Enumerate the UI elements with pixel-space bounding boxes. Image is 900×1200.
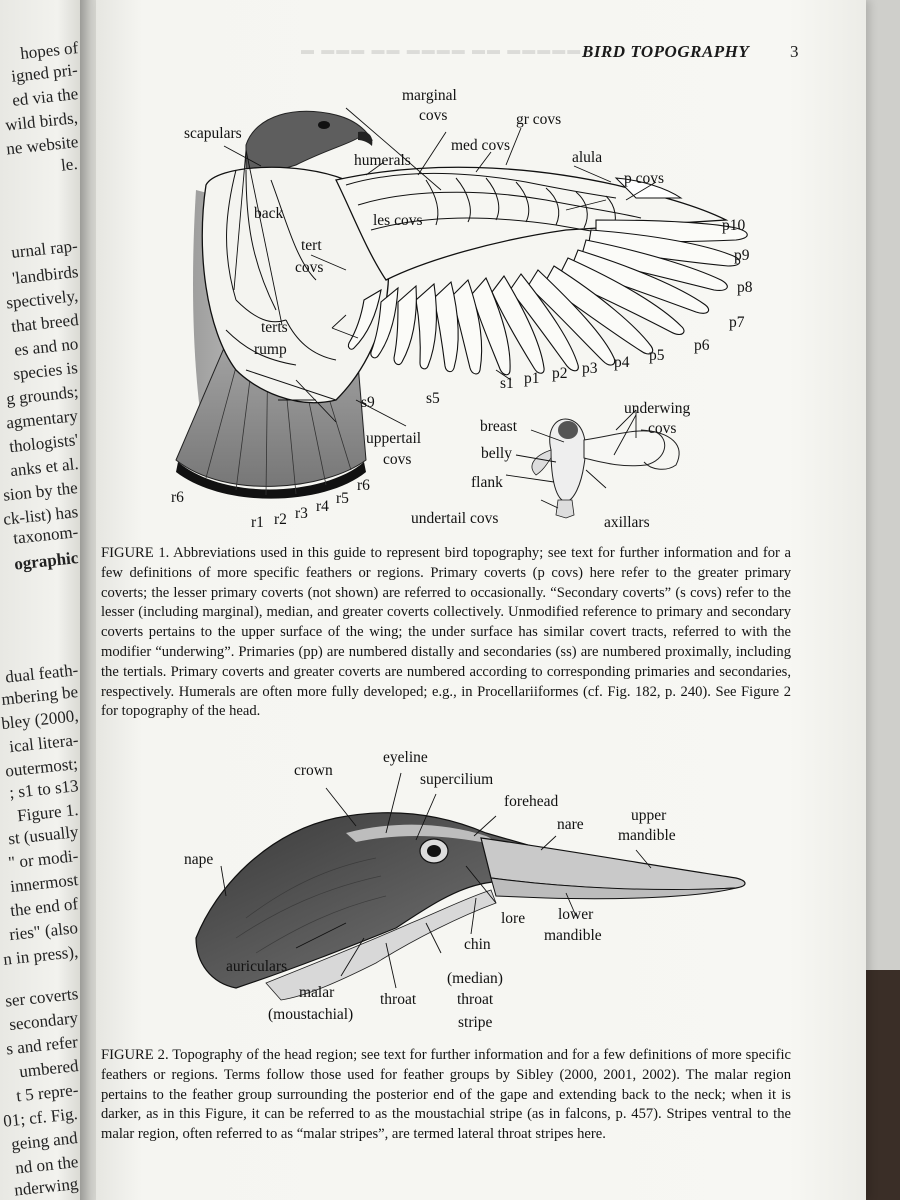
left-page-text-line: dual feath- (4, 660, 79, 687)
label-malar: malar (299, 984, 335, 1001)
left-page-text-line: sion by the (2, 478, 79, 505)
label-r1: r1 (251, 514, 264, 531)
label-scapulars: scapulars (184, 125, 242, 142)
left-page-text-line: t 5 repre- (14, 1080, 79, 1106)
left-page-text-line: st (usually (6, 822, 79, 849)
label-undertail-covs: undertail covs (411, 510, 499, 527)
left-page-text-line: Figure 1. (15, 800, 79, 826)
figure-1-caption: FIGURE 1. Abbreviations used in this guide to represent bird topography; see text for further information and for a few definitions of more specific feathers or regions. Primary coverts (p covs) here refer to the greater primary coverts; the lesser primary coverts (not shown) are referred to occasionally. “Secondary coverts” (s covs) refer to the lesser (including marginal), median, and greater coverts collectively. Unmodified reference to primary and secondary coverts pertains to the upper surface of the wing; the under surface has similar covert tracts, referred to with the modifier “underwing”. Primaries (pp) are numbered distally and secondaries (ss) are numbered proximally, including the tertials. Primary coverts and greater coverts are numbered according to corresponding primaries and secondaries, respectively. Humerals are often more fully developed; e.g., in Procellariiformes (cf. Fig. 182, p. 240). See Figure 2 for topography of the head. (101, 545, 791, 720)
left-page-text-line: taxonom- (12, 522, 79, 548)
label-auriculars: auriculars (226, 958, 288, 975)
label-marginal-covs: covs (419, 107, 448, 124)
label-p-covs: p covs (624, 170, 665, 187)
label-rump: rump (254, 341, 287, 358)
left-page-text-line: 'landbirds (10, 262, 79, 288)
left-page-text-line: nd on the (14, 1152, 79, 1178)
left-page (0, 0, 82, 1200)
label-chin: chin (464, 936, 491, 953)
left-page-text-line: geing and (10, 1128, 79, 1154)
left-page-text-line: species is (12, 358, 79, 384)
label-r2: r2 (274, 511, 287, 528)
left-page-text-line: ; s1 to s13 (7, 776, 79, 803)
label-moustachial: (moustachial) (268, 1006, 354, 1023)
label-p4: p4 (614, 354, 630, 371)
label-crown: crown (294, 762, 333, 779)
label-p3: p3 (582, 360, 598, 377)
label-uppertail: uppertail (366, 430, 422, 447)
label-upper: upper (631, 807, 667, 824)
label-s1: s1 (500, 375, 514, 392)
label-median: (median) (447, 970, 503, 987)
page-number: 3 (790, 42, 799, 61)
label-forehead: forehead (504, 793, 559, 810)
label-p6: p6 (694, 337, 710, 354)
left-page-text-line: s and refer (5, 1032, 79, 1059)
label-s9: s9 (361, 394, 375, 411)
left-page-text-line: 01; cf. Fig. (2, 1104, 79, 1131)
label-gr-covs: gr covs (516, 111, 562, 128)
left-page-text-line: agmentary (5, 406, 79, 433)
left-page-text-line: umbered (17, 1056, 79, 1082)
left-page-text-line: n in press), (2, 942, 79, 969)
label-p9: p9 (734, 247, 750, 264)
label-tert-covs: covs (295, 259, 324, 276)
label-p1: p1 (524, 370, 540, 387)
label-p8: p8 (737, 279, 753, 296)
left-page-text-line: urnal rap- (10, 236, 79, 262)
left-page-text-line: ck-list) has (2, 502, 79, 529)
label-eyeline: eyeline (383, 749, 428, 766)
left-page-text-line: spectively, (5, 286, 79, 313)
label-med-covs: med covs (451, 137, 510, 154)
left-page-text-line: g grounds; (5, 382, 79, 409)
figure-2-caption: FIGURE 2. Topography of the head region; see text for further information and for a few definitions of more specific feathers or regions. Terms follow those used for feather groups by Sibley (2000, 2001, 2002). The malar region pertains to the feather group surrounding the posterior end of the gape and extending back to the neck; when it is darker, as in this Figure, it can be referred to as the moustachial stripe (as in falcons, p. 457). Stripes ventral to the malar region, often referred to as “malar stripes”, are termed lateral throat stripes here. (101, 1047, 791, 1143)
label-lower-mandible: mandible (544, 927, 602, 944)
label-tert: tert (301, 237, 322, 254)
label-s5: s5 (426, 390, 440, 407)
label-nare: nare (557, 816, 584, 833)
label-median-stripe: stripe (458, 1014, 493, 1031)
left-page-text-line: ographic (13, 548, 79, 574)
left-page-text-line: igned pri- (10, 60, 79, 86)
label-p5: p5 (649, 347, 665, 364)
left-page-text-line: secondary (8, 1008, 79, 1035)
label-supercilium: supercilium (420, 771, 494, 788)
running-header-title: BIRD TOPOGRAPHY (582, 42, 750, 61)
label-r5: r5 (336, 490, 349, 507)
label-back: back (254, 205, 284, 222)
label-terts: terts (261, 319, 288, 336)
label-belly: belly (481, 445, 512, 462)
left-page-text-line: innermost (9, 870, 79, 897)
label-throat: throat (380, 991, 417, 1008)
label-p7: p7 (729, 314, 745, 331)
label-flank: flank (471, 474, 503, 491)
label-p10: p10 (722, 217, 746, 234)
left-page-text-line: that breed (9, 310, 79, 337)
label-r6-left: r6 (171, 489, 184, 506)
left-page-text-line: mbering be (0, 682, 79, 709)
label-breast: breast (480, 418, 518, 435)
left-page-text-line: wild birds, (4, 108, 79, 135)
label-lore: lore (501, 910, 526, 927)
figure-1-wing-diagram (96, 70, 866, 540)
label-lower: lower (558, 906, 594, 923)
left-page-text-line: anks et al. (8, 454, 79, 481)
label-underwing: underwing (624, 400, 691, 417)
label-r6-right: r6 (357, 477, 370, 494)
label-humerals: humerals (354, 152, 411, 169)
label-underwing-covs: covs (648, 420, 677, 437)
label-alula: alula (572, 149, 603, 166)
left-page-text-line: le. (60, 154, 79, 175)
left-page-text-line: ries" (also (8, 918, 79, 945)
left-page-text-line: nderwing (13, 1174, 79, 1200)
label-axillars: axillars (604, 514, 650, 531)
left-page-text-line: bley (2000, (0, 706, 79, 734)
left-page-text-line: ne website (5, 132, 79, 159)
left-page-text-line: ed via the (11, 84, 79, 110)
left-page-text-line: ser coverts (4, 984, 79, 1011)
left-page-text-line: " or modi- (7, 846, 79, 873)
figure-2-head-diagram (96, 738, 866, 1048)
right-page: ▬ ▬▬▬ ▬▬ ▬▬▬▬ ▬▬ ▬▬▬▬▬ BIRD TOPOGRAPHY 3 marginal covs scapulars gr covs med covs humerals alula p covs back les covs p10 tert covs p9 p8 p7 terts rump p6 p5 p4 p3 p2 p1 s1 s9 s5 underwing covs breast uppertail covs belly flank r6 r6 r5 r4 r3 r2 r1 undertail covs axillars FIGURE 1. Abbreviations used in this guide to represent bird topography; see text for further information and for a few definitions of more specific feathers or regions. Primary coverts (p covs) here refer to the greater primary coverts; the lesser primary coverts (not shown) are referred to occasionally. “Secondary coverts” (s covs) refer to the lesser (including marginal), median, and greater coverts collectively. Unmodified reference to primary and secondary coverts pertains to the upper surface of the wing; the under surface has similar covert tracts, referred to with the modifier “underwing”. Primaries (pp) are numbered distally and secondaries (ss) are numbered proximally, including the tertials. Primary coverts and greater coverts are numbered according to corresponding primaries and secondaries, respectively. Humerals are often more fully developed; e.g., in Procellariiformes (cf. Fig. 182, p. 240). See Figure 2 for topography of the head. eyeline crown supercilium forehead upper mandible nare nape lore lower mandible chin auriculars (median) throat stripe malar (moustachial) throat FIGURE 2. Topography of the head region; see text for further information and for a few definitions of more specific feathers or regions. Terms follow those used for feather groups by Sibley (2000, 2001, 2002). The malar region pertains to the feather group surrounding the posterior end of the gape and extending back to the neck; when it is darker, as in this Figure, it can be referred to as the moustachial stripe (as in falcons, p. 457). Stripes ventral to the malar region, often referred to as “malar stripes”, are termed lateral throat stripes here. (96, 0, 866, 1200)
left-page-text-line: thologists' (8, 430, 79, 457)
label-nape: nape (184, 851, 214, 868)
label-uppertail-covs: covs (383, 451, 412, 468)
left-page-text-line: es and no (13, 334, 79, 360)
label-median-throat: throat (457, 991, 494, 1008)
label-marginal: marginal (402, 87, 457, 104)
left-page-text-line: the end of (9, 894, 79, 921)
label-upper-mandible: mandible (618, 827, 676, 844)
label-les-covs: les covs (373, 212, 423, 229)
label-r4: r4 (316, 498, 329, 515)
left-page-text-line: ical litera- (7, 730, 79, 757)
label-p2: p2 (552, 365, 568, 382)
left-page-text-line: hopes of (19, 38, 79, 64)
label-r3: r3 (295, 505, 308, 522)
left-page-text-line: outermost; (4, 754, 79, 781)
